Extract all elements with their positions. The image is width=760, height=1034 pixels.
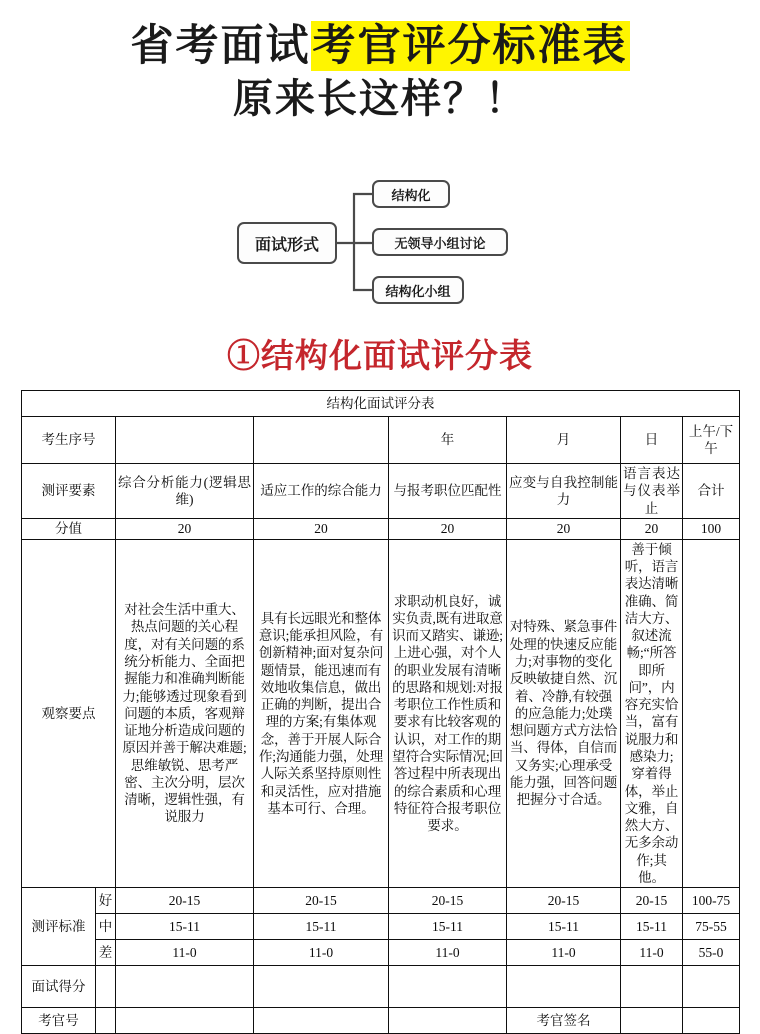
cell-examiner-no-1[interactable] (116, 1008, 254, 1034)
cell-standard-medium-3: 15-11 (389, 914, 507, 940)
cell-element-expression-demeanor: 语言表达与仪表举止 (621, 464, 683, 519)
flowchart-node-label-2: 无领导小组讨论 (394, 235, 486, 251)
cell-observation-5: 善于倾听，语言表达清晰准确、简洁大方、叙述流畅;“所答即所问”，内容充实恰当，富有说服力和感染力;穿着得体，举止文雅，自然大方、无多余动作;其他。 (621, 539, 683, 887)
table-row-interview-score (22, 966, 740, 1008)
cell-interview-score-total[interactable] (683, 966, 740, 1008)
cell-element-adaptability-selfcontrol: 应变与自我控制能力 (507, 464, 621, 519)
cell-standard-medium-4: 15-11 (507, 914, 621, 940)
cell-examiner-signature-label: 考官签名 (507, 1008, 621, 1034)
cell-examiner-no-2[interactable] (254, 1008, 389, 1034)
flowchart-node-leaderless-group (372, 228, 508, 256)
title-prefix-text: 省考面试 (130, 22, 311, 70)
table-row-standard-poor (22, 940, 740, 966)
section-heading: ①结构化面试评分表 (227, 339, 533, 375)
cell-interview-score-1[interactable] (116, 966, 254, 1008)
poster-title-line-2: 原来长这样？！ (233, 77, 527, 122)
cell-score-3: 20 (389, 518, 507, 539)
cell-score-total: 100 (683, 518, 740, 539)
cell-element-comprehensive-analysis: 综合分析能力(逻辑思维) (116, 464, 254, 519)
flowchart-node-label-3: 结构化小组 (385, 283, 451, 299)
row-label-score-value: 分值 (22, 518, 116, 539)
flowchart-root-label: 面试形式 (254, 236, 319, 254)
table-row-candidate-no (22, 417, 740, 464)
table-row-elements (22, 464, 740, 519)
cell-standard-poor-total: 55-0 (683, 940, 740, 966)
row-label-interview-score: 面试得分 (22, 966, 96, 1008)
cell-standard-poor-3: 11-0 (389, 940, 507, 966)
cell-candidate-no-day[interactable]: 日 (621, 417, 683, 464)
cell-examiner-no-3[interactable] (389, 1008, 507, 1034)
table-row-examiner-no (22, 1008, 740, 1034)
interview-format-flowchart (232, 176, 532, 316)
cell-standard-poor-1: 11-0 (116, 940, 254, 966)
cell-examiner-no-5[interactable] (621, 1008, 683, 1034)
structured-interview-scoring-table (21, 390, 740, 1034)
cell-score-1: 20 (116, 518, 254, 539)
flowchart-node-structured (372, 180, 450, 208)
cell-interview-score-5[interactable] (621, 966, 683, 1008)
cell-observation-total (683, 539, 740, 887)
cell-score-2: 20 (254, 518, 389, 539)
cell-standard-poor-5: 11-0 (621, 940, 683, 966)
table-row-standard-good (22, 888, 740, 914)
cell-standard-good-3: 20-15 (389, 888, 507, 914)
title-highlighted-text: 考官评分标准表 (312, 22, 628, 70)
cell-observation-4: 对特殊、紧急事件处理的快速反应能力;对事物的变化反映敏捷自然、沉着、冷静,有较强的应急能力;处璞想问题方式方法恰当、得体，自信而又务实;心理承受能力强，回答问题把握分寸合适。 (507, 539, 621, 887)
flowchart-node-structured-group (372, 276, 464, 304)
row-label-elements: 测评要素 (22, 464, 116, 519)
cell-examiner-no-grade-spacer (96, 1008, 116, 1034)
grade-label-poor: 差 (96, 940, 116, 966)
row-label-standard: 测评标准 (22, 888, 96, 966)
cell-interview-score-grade-spacer (96, 966, 116, 1008)
poster-title-block (0, 22, 760, 122)
cell-candidate-no-2[interactable] (254, 417, 389, 464)
cell-observation-3: 求职动机良好，诚实负责,既有进取意识而又踏实、谦逊;上进心强，对个人的职业发展有清晰的思路和规划:对报考职位工作性质和要求有比较客观的认识，对工作的期望符合实际情况;回答过程中所表现出的综合素质和心理特征符合报考职位要求。 (389, 539, 507, 887)
table-row-observation (22, 539, 740, 887)
grade-label-good: 好 (96, 888, 116, 914)
row-label-candidate-no: 考生序号 (22, 417, 116, 464)
row-label-examiner-no: 考官号 (22, 1008, 96, 1034)
cell-candidate-no-ampm[interactable]: 上午/下午 (683, 417, 740, 464)
cell-standard-good-total: 100-75 (683, 888, 740, 914)
cell-interview-score-2[interactable] (254, 966, 389, 1008)
grade-label-medium: 中 (96, 914, 116, 940)
cell-observation-1: 对社会生活中重大、热点问题的关心程度，对有关问题的系统分析能力、全面把握能力和准确判断能力;能够透过现象看到问题的本质，客观辩证地分析造成问题的原因并善于解决难题;思维敏锐、思考严密、主次分明，层次清晰，逻辑性强，有说服力 (116, 539, 254, 887)
cell-interview-score-4[interactable] (507, 966, 621, 1008)
cell-element-work-adaptation: 适应工作的综合能力 (254, 464, 389, 519)
cell-interview-score-3[interactable] (389, 966, 507, 1008)
cell-candidate-no-year[interactable]: 年 (389, 417, 507, 464)
cell-observation-2: 具有长远眼光和整体意识;能承担风险，有创新精神;面对复杂问题情景，能迅速而有效地收集信息，做出正确的判断，提出合理的方案;有集体观念，善于开展人际合作;沟通能力强，处理人际关系坚持原则性和灵活性，应对措施基本可行、合理。 (254, 539, 389, 887)
cell-standard-good-4: 20-15 (507, 888, 621, 914)
cell-standard-poor-4: 11-0 (507, 940, 621, 966)
table-row-scores (22, 518, 740, 539)
table-row-caption (22, 391, 740, 417)
cell-standard-good-5: 20-15 (621, 888, 683, 914)
cell-candidate-no-month[interactable]: 月 (507, 417, 621, 464)
poster-title-line-1 (0, 22, 760, 70)
cell-score-5: 20 (621, 518, 683, 539)
cell-standard-medium-1: 15-11 (116, 914, 254, 940)
cell-candidate-no-1[interactable] (116, 417, 254, 464)
flowchart-root-node (237, 222, 337, 264)
cell-element-total: 合计 (683, 464, 740, 519)
cell-examiner-no-total[interactable] (683, 1008, 740, 1034)
cell-standard-medium-total: 75-55 (683, 914, 740, 940)
flowchart-node-label-1: 结构化 (391, 187, 431, 203)
table-row-standard-medium (22, 914, 740, 940)
cell-standard-medium-5: 15-11 (621, 914, 683, 940)
cell-standard-medium-2: 15-11 (254, 914, 389, 940)
cell-standard-good-2: 20-15 (254, 888, 389, 914)
row-label-observation: 观察要点 (22, 539, 116, 887)
cell-element-position-match: 与报考职位匹配性 (389, 464, 507, 519)
cell-standard-good-1: 20-15 (116, 888, 254, 914)
cell-score-4: 20 (507, 518, 621, 539)
table-caption: 结构化面试评分表 (22, 391, 740, 417)
cell-standard-poor-2: 11-0 (254, 940, 389, 966)
